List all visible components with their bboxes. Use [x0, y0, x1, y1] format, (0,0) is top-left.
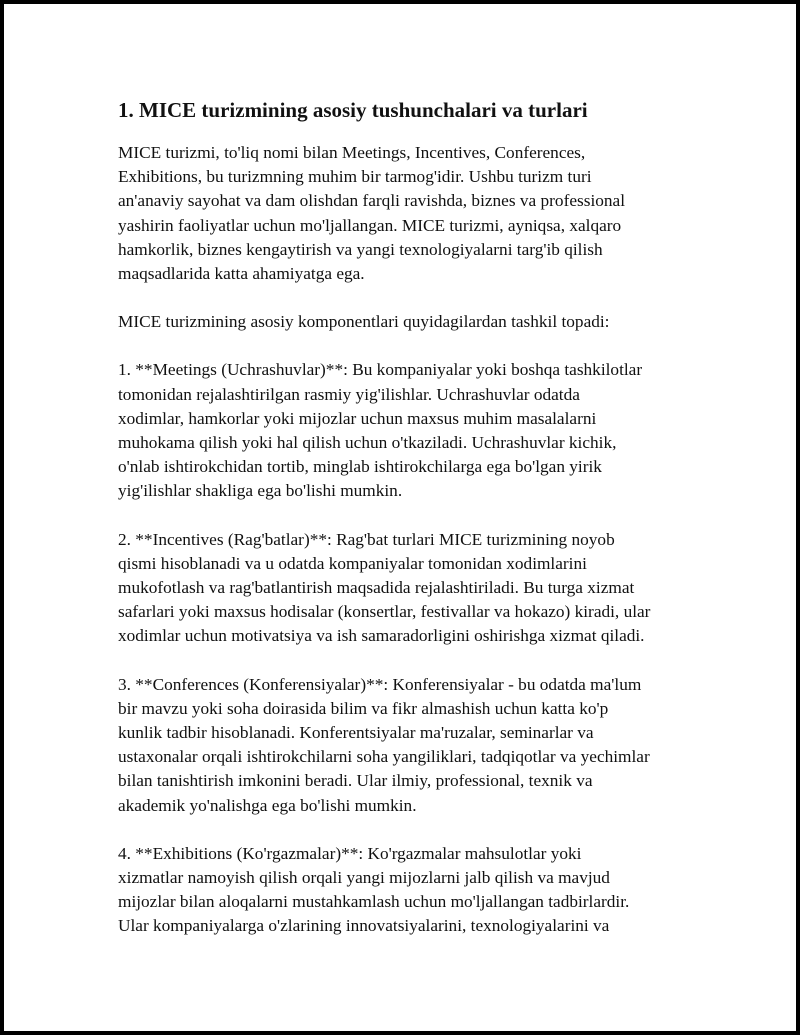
text-line: an'anaviy sayohat va dam olishdan farqli ravishda, biznes va professional [118, 191, 625, 211]
text-line: bilan tanishtirish imkonini beradi. Ular ilmiy, professional, texnik va [118, 771, 593, 791]
section-heading: 1. MICE turizmining asosiy tushunchalari va turlari [118, 98, 588, 122]
text-line: xodimlar, hamkorlar yoki mijozlar uchun maxsus muhim masalalarni [118, 408, 597, 428]
document-body [118, 96, 708, 963]
conferences-paragraph [118, 673, 708, 818]
text-line: 3. **Conferences (Konferensiyalar)**: Konferensiyalar - bu odatda ma'lum [118, 674, 642, 694]
text-line: tomonidan rejalashtirilgan rasmiy yig'ilishlar. Uchrashuvlar odatda [118, 384, 580, 404]
text-line: Exhibitions, bu turizmning muhim bir tarmog'idir. Ushbu turizm turi [118, 167, 592, 187]
text-line: o'nlab ishtirokchidan tortib, minglab ishtirokchilarga ega bo'lgan yirik [118, 457, 602, 477]
text-line: Ular kompaniyalarga o'zlarining innovatsiyalarini, texnologiyalarini va [118, 916, 610, 936]
text-line: mijozlar bilan aloqalarni mustahkamlash uchun mo'ljallangan tadbirlardir. [118, 892, 630, 912]
text-line: 2. **Incentives (Rag'batlar)**: Rag'bat turlari MICE turizmining noyob [118, 529, 615, 549]
meetings-paragraph [118, 358, 708, 503]
text-line: xizmatlar namoyish qilish orqali yangi mijozlarni jalb qilish va mavjud [118, 868, 610, 888]
text-line: bir mavzu yoki soha doirasida bilim va fikr almashish uchun katta ko'p [118, 698, 609, 718]
text-line: ustaxonalar orqali ishtirokchilarni soha yangiliklari, tadqiqotlar va yechimlar [118, 747, 650, 767]
text-line: qismi hisoblanadi va u odatda kompaniyalar tomonidan xodimlarini [118, 553, 587, 573]
text-line: yig'ilishlar shakliga ega bo'lishi mumkin. [118, 481, 403, 501]
exhibitions-paragraph [118, 842, 708, 939]
intro-paragraph [118, 141, 708, 286]
text-line: hamkorlik, biznes kengaytirish va yangi texnologiyalarni targ'ib qilish [118, 239, 603, 259]
text-line: xodimlar uchun motivatsiya va ish samaradorligini oshirishga xizmat qiladi. [118, 626, 645, 646]
text-line: MICE turizmi, to'liq nomi bilan Meetings, Incentives, Conferences, [118, 143, 586, 162]
text-line: muhokama qilish yoki hal qilish uchun o'tkaziladi. Uchrashuvlar kichik, [118, 433, 617, 453]
components-lead-paragraph [118, 310, 708, 334]
text-line: akademik yo'nalishga ega bo'lishi mumkin. [118, 795, 417, 815]
text-line: yashirin faoliyatlar uchun mo'ljallangan. MICE turizmi, ayniqsa, xalqaro [118, 215, 622, 235]
text-line: MICE turizmining asosiy komponentlari quyidagilardan tashkil topadi: [118, 312, 610, 332]
incentives-paragraph [118, 528, 708, 649]
text-line: kunlik tadbir hisoblanadi. Konferentsiyalar ma'ruzalar, seminarlar va [118, 723, 594, 743]
text-line: mukofotlash va rag'batlantirish maqsadida rejalashtiriladi. Bu turga xizmat [118, 578, 635, 598]
text-line: 1. **Meetings (Uchrashuvlar)**: Bu kompaniyalar yoki boshqa tashkilotlar [118, 360, 643, 380]
text-line: safarlari yoki maxsus hodisalar (konsertlar, festivallar va hokazo) kiradi, ular [118, 602, 651, 622]
text-line: 4. **Exhibitions (Ko'rgazmalar)**: Ko'rgazmalar mahsulotlar yoki [118, 843, 582, 863]
text-line: maqsadlarida katta ahamiyatga ega. [118, 264, 365, 284]
